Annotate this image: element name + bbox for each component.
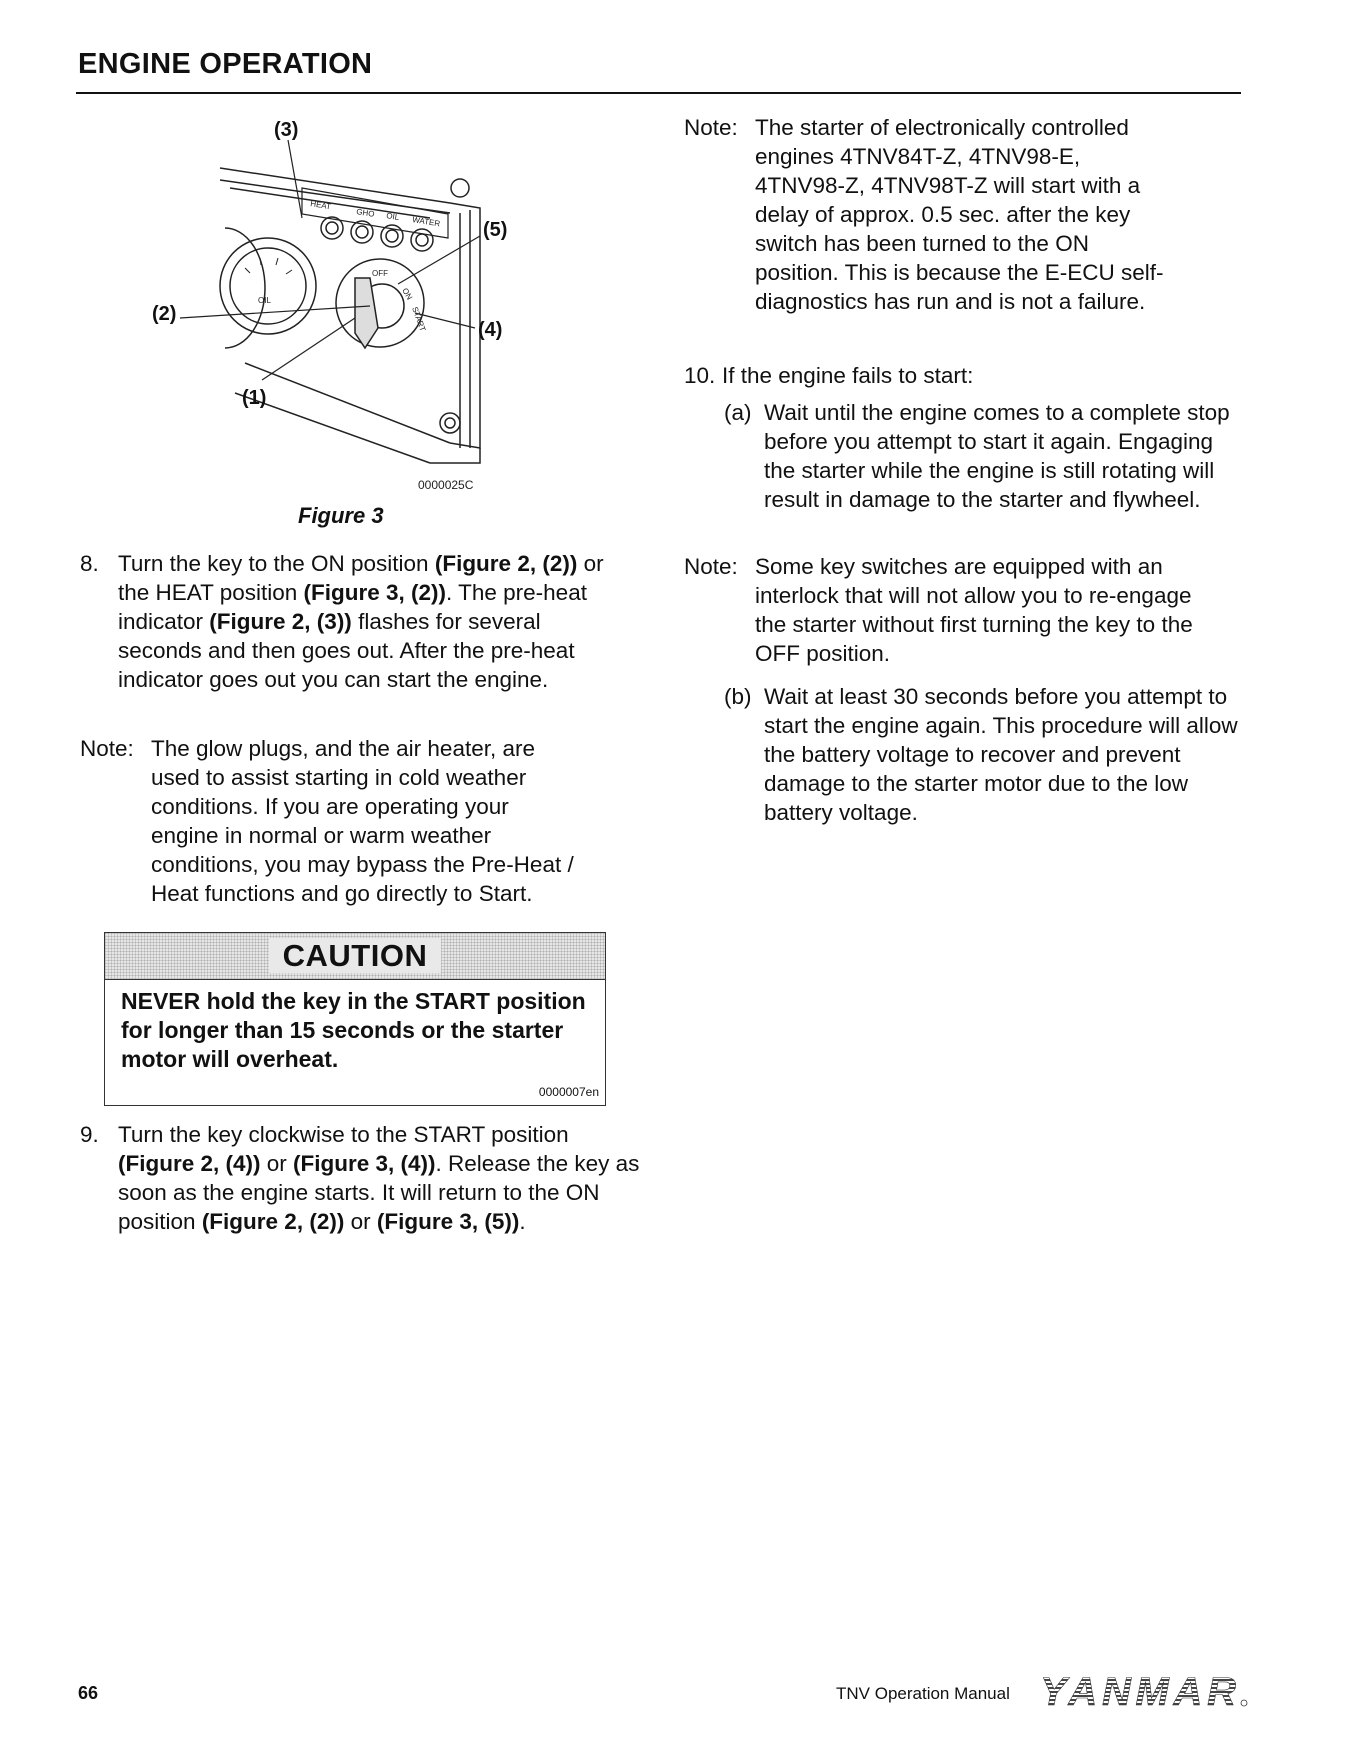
caution-title: CAUTION <box>269 938 442 973</box>
note-text: The starter of electronically controlled engines 4TNV84T-Z, 4TNV98-E, 4TNV98-Z, 4TNV98T-Z will start with a delay of approx. 0.5 sec. after the key switch has been turned to the ON position. This is because the E-ECU self-diagnostics has run and is not a failure. <box>755 115 1164 314</box>
callout-2: (2) <box>152 303 177 325</box>
callout-5: (5) <box>483 219 508 241</box>
substep-text: Wait at least 30 seconds before you attempt to start the engine again. This procedure will allow the battery voltage to recover and prevent damage to the starter motor due to the low battery voltage. <box>764 684 1238 825</box>
note-text: The glow plugs, and the air heater, are used to assist starting in cold weather conditions. If you are operating your engine in normal or warm weather conditions, you may bypass the Pre-Heat / Heat functions and go directly to Start. <box>151 736 574 906</box>
note-label: Note: <box>684 115 738 140</box>
figure-reference: (Figure 3, (5)) <box>376 1209 520 1234</box>
text-run: or the HEAT position <box>118 551 604 605</box>
yanmar-logo <box>1040 1671 1250 1711</box>
panel-illustration <box>150 118 550 498</box>
note-label: Note: <box>684 554 738 579</box>
figure-reference: (Figure 3, (2)) <box>303 580 447 605</box>
svg-text:YANMAR: YANMAR <box>1040 1671 1236 1711</box>
caution-code: 0000007en <box>538 1085 599 1099</box>
step-text <box>118 1120 640 1236</box>
text-run: or <box>260 1151 294 1176</box>
switch-label-on: ON <box>400 286 415 302</box>
note-text: Some key switches are equipped with an interlock that will not allow you to re-engage the starter without first turning the key to the OFF position. <box>755 554 1193 666</box>
step-number: 10. <box>684 363 716 388</box>
page-number: 66 <box>78 1683 99 1703</box>
gauge-label-oil: OIL <box>258 296 271 305</box>
key-switch-panel-figure <box>150 118 550 498</box>
caution-text: NEVER hold the key in the START position for longer than 15 seconds or the starter motor will overheat. <box>121 988 586 1072</box>
step-9 <box>80 1120 640 1270</box>
caution-box <box>104 932 606 1106</box>
panel-label-gho: GHO <box>355 207 376 219</box>
caution-header <box>105 933 605 980</box>
text-run: Turn the key clockwise to the START position <box>118 1122 569 1147</box>
step-text: If the engine fails to start: <box>722 363 974 388</box>
substep-label: (a) <box>724 400 752 425</box>
step-10 <box>684 361 1244 393</box>
panel-label-oil: OIL <box>385 211 400 222</box>
switch-label-start: START <box>410 305 428 333</box>
panel-label-heat: HEAT <box>309 199 332 212</box>
switch-label-off: OFF <box>372 269 388 278</box>
text-run: flashes for several seconds and then goes out. After the pre-heat indicator goes out you can start the engine. <box>118 609 575 692</box>
note-electronic-starter <box>684 113 1244 353</box>
figure-code: 0000025C <box>418 478 474 492</box>
step-number: 9. <box>80 1122 99 1147</box>
logo-graphic <box>1040 1671 1250 1711</box>
figure-reference: (Figure 2, (3)) <box>209 609 352 634</box>
substep-text: Wait until the engine comes to a complete stop before you attempt to start it again. Engaging the starter while the engine is still rotating will result in damage to the starter and flywheel. <box>764 400 1230 512</box>
figure-reference: (Figure 2, (4)) <box>118 1151 261 1176</box>
page-title: ENGINE OPERATION <box>78 48 373 80</box>
callout-1: (1) <box>242 387 267 409</box>
callout-3: (3) <box>274 119 299 141</box>
text-run: . <box>519 1209 526 1234</box>
note-glow-plugs <box>80 734 620 914</box>
text-run: Turn the key to the ON position <box>118 551 435 576</box>
figure-reference: (Figure 2, (2)) <box>434 551 578 576</box>
step-text <box>118 549 620 694</box>
note-label: Note: <box>80 736 134 761</box>
note-interlock <box>684 552 1244 672</box>
text-run: . The pre-heat indicator <box>118 580 587 634</box>
substep-a <box>724 398 1244 548</box>
substep-b <box>724 682 1244 832</box>
manual-title: TNV Operation Manual <box>836 1684 1010 1703</box>
text-run: . Release the key as soon as the engine starts. It will return to the ON position <box>118 1151 640 1234</box>
step-8 <box>80 549 620 729</box>
figure-reference: (Figure 3, (4)) <box>293 1151 436 1176</box>
figure-reference: (Figure 2, (2)) <box>201 1209 345 1234</box>
text-run: or <box>344 1209 377 1234</box>
figure-caption: Figure 3 <box>298 503 384 528</box>
callout-4: (4) <box>478 319 503 341</box>
step-number: 8. <box>80 551 99 576</box>
substep-label: (b) <box>724 684 752 709</box>
panel-label-water: WATER <box>411 215 441 229</box>
title-divider <box>76 92 1241 94</box>
